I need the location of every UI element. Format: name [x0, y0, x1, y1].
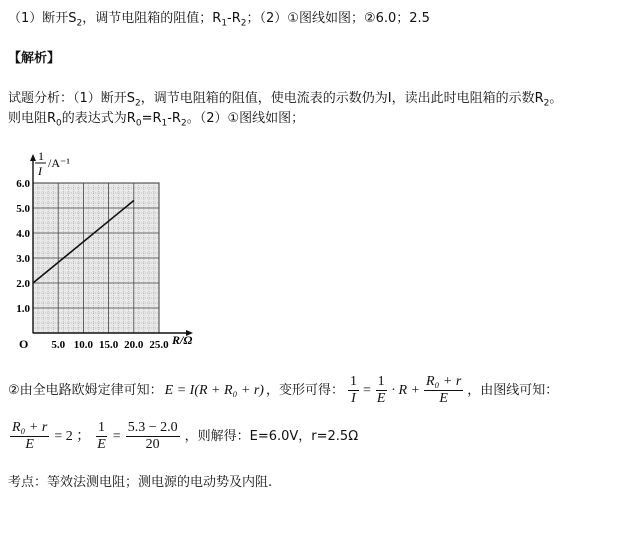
- denominator: E: [25, 437, 34, 452]
- origin-label: O: [19, 337, 29, 351]
- y-tick-label: 3.0: [16, 253, 30, 265]
- y-label-unit: /A⁻¹: [48, 156, 70, 170]
- subscript: 2: [240, 18, 247, 29]
- x-axis-label: R/Ω: [172, 333, 193, 347]
- fraction-r0-r-over-E: [424, 374, 463, 407]
- equals-sign: =: [112, 428, 121, 444]
- fraction-1-over-I: [348, 374, 359, 407]
- times-R: · R +: [391, 382, 420, 398]
- denominator: E: [439, 391, 448, 406]
- x-tick-label: 25.0: [149, 339, 169, 351]
- subscript: 2: [135, 98, 141, 109]
- analysis-line-2: [8, 110, 304, 133]
- x-tick-label: 5.0: [51, 339, 66, 351]
- x-tick-label: 20.0: [124, 339, 144, 351]
- y-tick-label: 6.0: [16, 178, 30, 190]
- subscript: 1: [161, 118, 168, 129]
- denominator: E: [97, 437, 106, 452]
- answer-text: -R: [227, 11, 241, 26]
- x-tick-label: 15.0: [98, 339, 119, 351]
- analysis-text: 的表达式为R: [61, 111, 136, 126]
- analysis-text: 试题分析：（1）断开S: [8, 91, 136, 106]
- subscript: 2: [180, 118, 187, 129]
- footer-note: 考点：等效法测电阻；测电源的电动势及内阻.: [8, 475, 273, 490]
- subscript: 0: [56, 118, 62, 129]
- equals-two: = 2 ；: [54, 428, 91, 444]
- derivation-result: ，则解得：E=6.0V，r=2.5Ω: [184, 428, 359, 444]
- x-tick-label: 10.0: [73, 339, 94, 351]
- subscript: 2: [543, 98, 550, 109]
- denominator: 20: [145, 437, 160, 452]
- answer-text: ；（2）①图线如图；②6.0；2.5: [246, 11, 430, 26]
- denominator: I: [351, 391, 356, 406]
- y-tick-label: 1.0: [16, 303, 30, 315]
- subscript: 1: [221, 18, 228, 29]
- answer-text: ，调节电阻箱的阻值；R: [82, 11, 222, 26]
- y-label-denominator: I: [38, 164, 42, 178]
- derivation-line-1: [8, 374, 558, 407]
- equals-sign: =: [362, 382, 371, 398]
- denominator: E: [376, 391, 386, 406]
- y-tick-label: 2.0: [16, 278, 30, 290]
- answer-line: [8, 10, 430, 33]
- analysis-text: =R: [141, 111, 162, 126]
- analysis-text: ，调节电阻箱的阻值，使电流表的示数仍为I，读出此时电阻箱的示数R: [140, 91, 544, 106]
- answer-text: （1）断开S: [8, 11, 77, 26]
- derivation-text: ②由全电路欧姆定律可知：: [8, 382, 163, 398]
- y-tick-label: 5.0: [16, 203, 30, 215]
- numerator: R₀ + r: [12, 420, 48, 435]
- analysis-text: -R: [167, 111, 181, 126]
- numerator: 5.3 − 2.0: [127, 420, 178, 435]
- equation-ohm: E = I(R + R₀ + r): [164, 382, 264, 398]
- analysis-text: 则电阻R: [8, 111, 57, 126]
- y-axis-arrow: [30, 154, 36, 161]
- analysis-text: 。（2）①图线如图；: [186, 111, 305, 126]
- y-tick-label: 4.0: [16, 228, 30, 240]
- subscript: 2: [76, 18, 83, 29]
- numerator: 1: [349, 374, 357, 389]
- derivation-line-2: [8, 420, 358, 453]
- fraction-1-over-E: [375, 374, 388, 407]
- y-label-numerator: 1: [38, 149, 44, 163]
- numerator: R₀ + r: [425, 374, 462, 389]
- analysis-text: 。: [549, 91, 563, 106]
- section-heading: 【解析】: [8, 51, 61, 66]
- derivation-text: ，变形可得：: [265, 382, 344, 398]
- graph-figure: [6, 140, 206, 360]
- derivation-text: ，由图线可知：: [467, 382, 559, 398]
- numerator: 1: [98, 420, 106, 435]
- chart-grid: [33, 183, 159, 333]
- numerator: 1: [377, 374, 385, 389]
- subscript: 0: [135, 118, 142, 129]
- fraction-r0-r-over-E-2: [10, 420, 49, 453]
- fraction-slope: [126, 420, 180, 453]
- fraction-1-over-E-2: [95, 420, 108, 453]
